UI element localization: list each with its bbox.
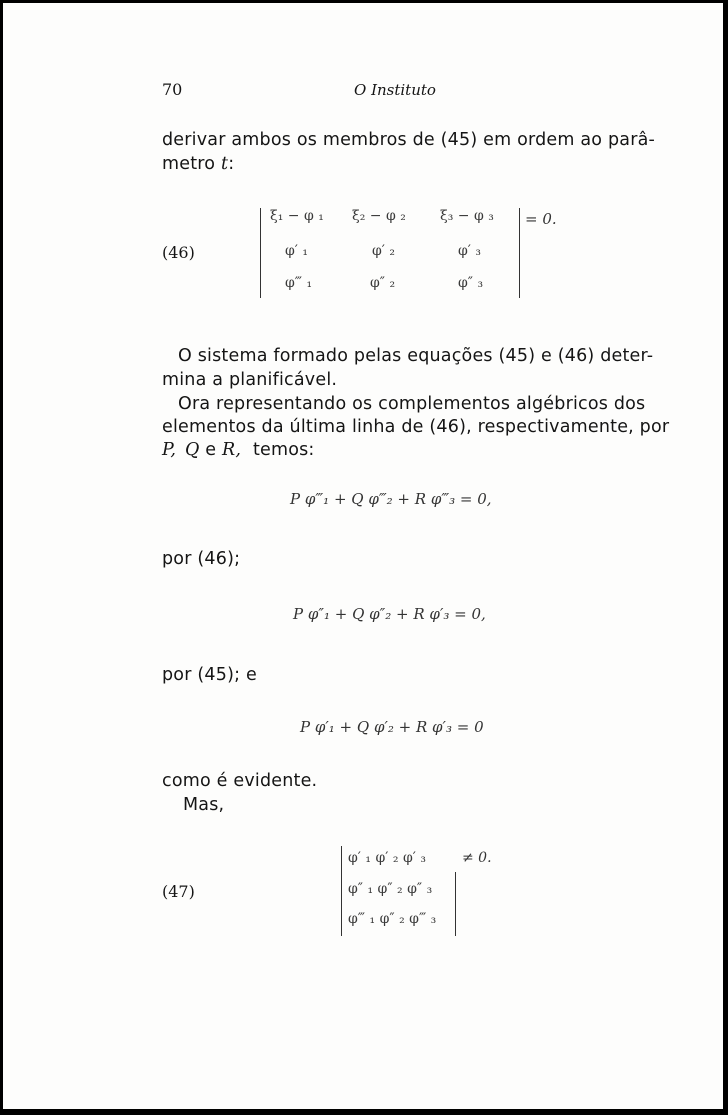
text-line: Ora representando os complementos algébricos dos	[178, 394, 646, 414]
matrix-cell: φ′ ₂	[372, 243, 396, 259]
equation: P φ″₁ + Q φ″₂ + R φ′₃ = 0,	[293, 605, 486, 623]
equation-label-46: (46)	[162, 243, 195, 262]
equation: P φ′₁ + Q φ′₂ + R φ′₃ = 0	[300, 718, 484, 736]
text-line: por (45); e	[162, 665, 257, 685]
text-line: derivar ambos os membros de (45) em ordem ao parâ-	[162, 130, 656, 150]
text-fragment: temos:	[252, 440, 315, 460]
page-number: 70	[162, 80, 183, 99]
text-line: Mas,	[183, 795, 225, 815]
variable-R: R,	[222, 440, 242, 460]
text-fragment: e	[205, 440, 217, 460]
matrix-row: φ″ ₁ φ″ ₂ φ″ ₃	[348, 881, 433, 897]
matrix-cell: φ″ ₂	[370, 275, 396, 291]
text-line	[162, 438, 315, 462]
determinant-right-bar	[455, 872, 456, 936]
text-fragment: :	[228, 154, 235, 174]
text-line: O sistema formado pelas equações (45) e (46) deter-	[178, 346, 654, 366]
running-title: O Instituto	[354, 81, 436, 99]
matrix-cell: ξ₂ − φ ₂	[352, 208, 406, 224]
matrix-cell: φ′ ₃	[458, 243, 482, 259]
equation: P φ‴₁ + Q φ‴₂ + R φ‴₃ = 0,	[290, 490, 492, 508]
variable-P: P,	[162, 440, 177, 460]
matrix-row: φ‴ ₁ φ″ ₂ φ‴ ₃	[348, 911, 437, 927]
text-line: como é evidente.	[162, 771, 318, 791]
text-fragment: metro	[162, 154, 221, 174]
variable-t: t	[220, 154, 229, 174]
equation-rhs: = 0.	[525, 210, 557, 228]
matrix-row: φ′ ₁ φ′ ₂ φ′ ₃	[348, 850, 427, 866]
text-line: por (46);	[162, 549, 241, 569]
determinant-left-bar	[260, 208, 261, 298]
equation-rhs: ≠ 0.	[462, 850, 492, 866]
equation-label-47: (47)	[162, 882, 195, 901]
matrix-cell: ξ₃ − φ ₃	[440, 208, 494, 224]
text-line: elementos da última linha de (46), respectivamente, por	[162, 417, 670, 437]
matrix-cell: φ‴ ₁	[285, 275, 313, 291]
matrix-cell: φ″ ₃	[458, 275, 484, 291]
text-line: mina a planificável.	[162, 370, 338, 390]
text-line	[162, 152, 234, 176]
determinant-right-bar	[519, 208, 520, 298]
variable-Q: Q	[184, 440, 200, 460]
determinant-left-bar	[341, 846, 342, 936]
matrix-cell: ξ₁ − φ ₁	[270, 208, 324, 224]
matrix-cell: φ′ ₁	[285, 243, 309, 259]
